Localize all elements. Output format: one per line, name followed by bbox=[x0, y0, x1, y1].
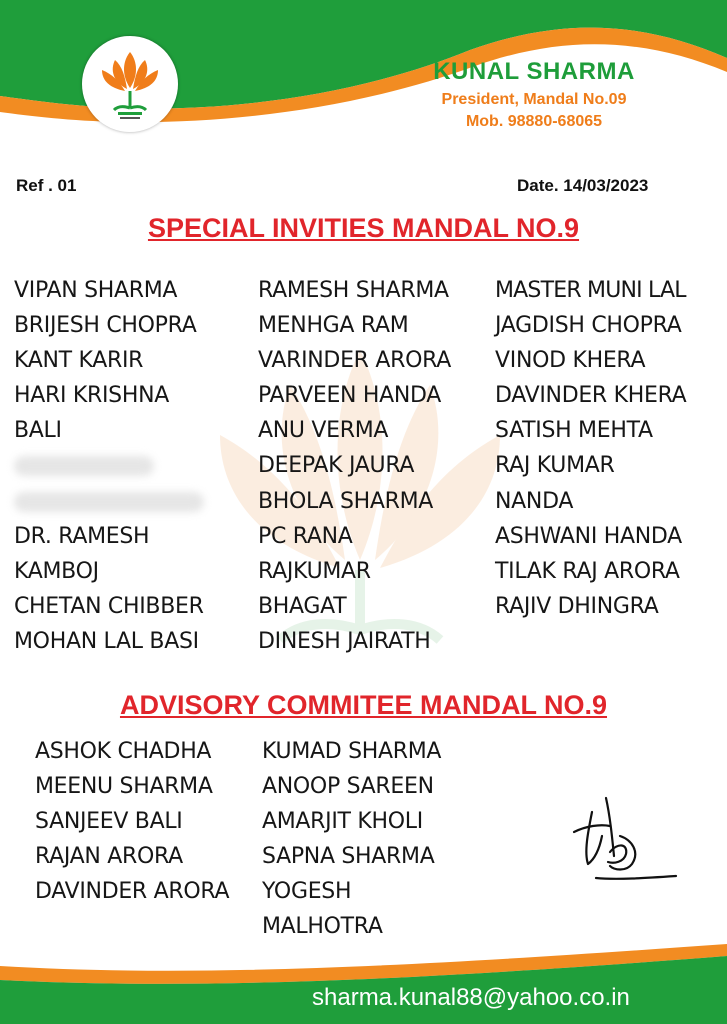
list-item: BALI bbox=[14, 418, 62, 444]
list-item: CHETAN CHIBBER bbox=[14, 593, 204, 619]
list-item: SANJEEV BALI bbox=[35, 809, 183, 835]
list-item: RAMESH SHARMA bbox=[258, 278, 449, 303]
sender-mobile: Mob. 98880-68065 bbox=[465, 113, 603, 130]
redacted-name bbox=[14, 448, 204, 483]
list-item: SATISH MEHTA bbox=[495, 418, 653, 444]
advisory-committee-column-2 bbox=[262, 734, 441, 945]
reference-number: Ref . 01 bbox=[16, 176, 77, 195]
letter-date: Date. 14/03/2023 bbox=[517, 176, 649, 195]
list-item: DR. RAMESH bbox=[14, 523, 150, 549]
list-item: RAJ KUMAR bbox=[495, 453, 615, 479]
list-item: NANDA bbox=[495, 488, 574, 514]
signature bbox=[566, 792, 681, 892]
list-item: RAJAN ARORA bbox=[35, 844, 183, 870]
lotus-logo bbox=[82, 36, 178, 132]
list-item: VIPAN SHARMA bbox=[14, 278, 178, 303]
list-item: HARI KRISHNA bbox=[14, 383, 169, 409]
list-item: ANOOP SAREEN bbox=[262, 774, 434, 800]
list-item: MEENU SHARMA bbox=[35, 774, 213, 800]
list-item: PARVEEN HANDA bbox=[258, 383, 442, 409]
list-item: PC RANA bbox=[258, 523, 353, 549]
list-item: KANT KARIR bbox=[14, 348, 144, 374]
list-item: MOHAN LAL BASI bbox=[14, 628, 199, 654]
list-item: TILAK RAJ ARORA bbox=[495, 558, 680, 584]
advisory-committee-column-1 bbox=[35, 734, 229, 909]
list-item: KUMAD SHARMA bbox=[262, 739, 442, 764]
list-item: RAJIV DHINGRA bbox=[495, 593, 659, 619]
list-item: BRIJESH CHOPRA bbox=[14, 313, 197, 339]
list-item: VINOD KHERA bbox=[495, 348, 646, 374]
list-item: KAMBOJ bbox=[14, 558, 99, 584]
list-item: DAVINDER ARORA bbox=[35, 879, 230, 905]
advisory-committee-title: ADVISORY COMMITEE MANDAL NO.9 bbox=[119, 690, 608, 720]
sender-designation: President, Mandal No.09 bbox=[441, 91, 627, 108]
list-item: SAPNA SHARMA bbox=[262, 844, 435, 870]
list-item: YOGESH bbox=[262, 879, 352, 905]
list-item: DEEPAK JAURA bbox=[258, 453, 415, 479]
list-item: JAGDISH CHOPRA bbox=[495, 313, 682, 339]
list-item: DAVINDER KHERA bbox=[495, 383, 687, 409]
redacted-name bbox=[14, 484, 204, 519]
special-invitees-column-1 bbox=[14, 273, 204, 659]
list-item: ASHWANI HANDA bbox=[495, 523, 682, 549]
list-item: ASHOK CHADHA bbox=[35, 739, 212, 764]
special-invitees-column-2 bbox=[258, 273, 451, 659]
lotus-logo-icon bbox=[82, 36, 178, 132]
list-item: VARINDER ARORA bbox=[258, 348, 451, 374]
list-item: ANU VERMA bbox=[258, 418, 389, 444]
list-item: MALHOTRA bbox=[262, 914, 383, 940]
list-item: DINESH JAIRATH bbox=[258, 628, 431, 654]
footer-email[interactable]: sharma.kunal88@yahoo.co.in bbox=[312, 984, 630, 1011]
list-item: BHOLA SHARMA bbox=[258, 488, 434, 514]
list-item: RAJKUMAR bbox=[258, 558, 371, 584]
special-invitees-title: SPECIAL INVITIES MANDAL NO.9 bbox=[147, 213, 580, 243]
list-item: AMARJIT KHOLI bbox=[262, 809, 423, 835]
sender-name: KUNAL SHARMA bbox=[433, 58, 635, 85]
list-item: BHAGAT bbox=[258, 593, 347, 619]
list-item: MENHGA RAM bbox=[258, 313, 409, 339]
special-invitees-column-3 bbox=[495, 273, 686, 624]
list-item: MASTER MUNI LAL bbox=[495, 278, 686, 303]
